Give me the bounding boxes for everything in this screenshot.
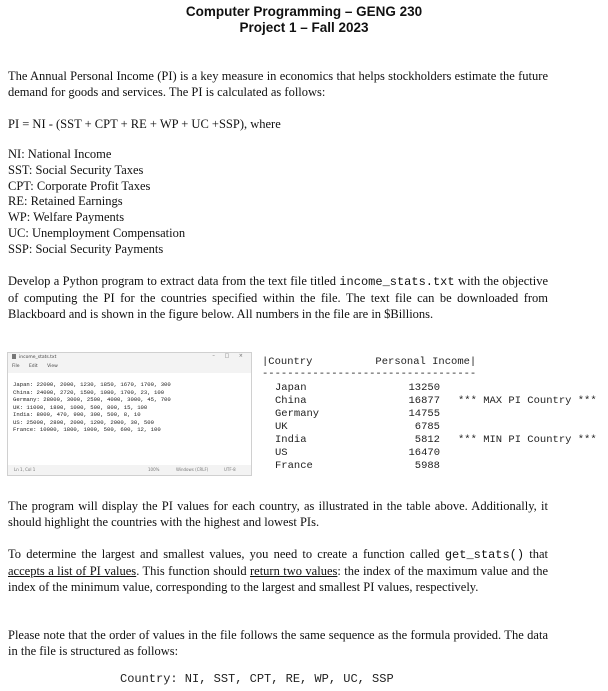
file-line: UK: 11000, 1800, 1000, 500, 800, 15, 100 <box>13 403 148 411</box>
row-value: 16877 <box>408 395 440 407</box>
row-country: India <box>275 434 307 446</box>
row-value: 5812 <box>414 434 440 446</box>
definition-re: RE: Retained Earnings <box>8 194 123 209</box>
status-position: Ln 1, Col 1 <box>14 467 36 472</box>
notepad-title: income_stats.txt <box>19 355 57 360</box>
row-value: 5988 <box>414 460 440 472</box>
function-name: get_stats() <box>444 548 525 562</box>
row-country: US <box>275 447 288 459</box>
underlined-returns: return two values <box>249 564 338 578</box>
document-subtitle: Project 1 – Fall 2023 <box>239 20 369 35</box>
pi-formula: PI = NI - (SST + CPT + RE + WP + UC +SSP), where <box>8 117 281 131</box>
definitions-list <box>8 147 185 258</box>
document-title: Computer Programming – GENG 230 <box>185 4 423 19</box>
row-country: China <box>275 395 307 407</box>
notepad-icon <box>12 354 16 359</box>
definition-sst: SST: Social Security Taxes <box>8 162 144 177</box>
file-line: US: 25000, 2800, 2000, 1200, 2000, 30, 500 <box>13 418 154 426</box>
file-line: Japan: 22000, 2000, 1230, 1850, 1670, 1700, 300 <box>13 381 171 388</box>
row-country: Germany <box>275 408 320 420</box>
status-eol: Windows (CRLF) <box>176 467 209 472</box>
output-divider: ---------------------------------- <box>262 368 477 380</box>
file-line: India: 8000, 470, 900, 300, 500, 8, 10 <box>13 411 141 418</box>
row-value: 14755 <box>408 408 440 420</box>
definition-uc: UC: Unemployment Compensation <box>8 225 186 240</box>
definition-wp: WP: Welfare Payments <box>8 210 125 225</box>
order-paragraph: Please note that the order of values in the file follows the same sequence as the formula provided. The data in the file is structured as follows: <box>8 628 548 658</box>
display-paragraph: The program will display the PI values for each country, as illustrated in the table above. Additionally, it should highlight the countries with the highest and lowest PIs. <box>8 499 548 529</box>
file-line: France: 10000, 1800, 1000, 500, 600, 12, 100 <box>13 426 161 433</box>
develop-paragraph: Develop a Python program to extract data from the text file titled income_stats.txt with the objective of computing the PI for the countries specified within the file. The text file can be downloaded from Blackboard and is shown in the figure below. All numbers in the file are in $Billions. <box>8 274 549 321</box>
filename: income_stats.txt <box>339 275 455 289</box>
notepad-statusbar <box>8 465 251 475</box>
menu-view: View <box>47 364 58 369</box>
row-value: 16470 <box>408 447 440 459</box>
row-country: UK <box>275 421 288 433</box>
definition-cpt: CPT: Corporate Profit Taxes <box>8 178 151 193</box>
row-country: Japan <box>275 382 307 394</box>
definition-ni: NI: National Income <box>8 147 112 161</box>
row-value: 13250 <box>408 382 440 394</box>
menu-edit: Edit <box>28 364 38 369</box>
status-encoding: UTF-8 <box>224 467 236 472</box>
row-flag: *** MAX PI Country *** <box>458 395 597 407</box>
notepad-menu <box>8 363 251 371</box>
output-header: |Country Personal Income| <box>262 356 477 368</box>
definition-ssp: SSP: Social Security Payments <box>8 241 164 256</box>
underlined-accepts: accepts a list of PI values <box>8 564 137 578</box>
format-line: Country: NI, SST, CPT, RE, WP, UC, SSP <box>120 672 394 686</box>
status-zoom: 100% <box>148 467 160 472</box>
get-stats-paragraph: To determine the largest and smallest values, you need to create a function called get_stats() that accepts a list of PI values. This function should return two values: the index of the maximum value and the index of the minimum value, corresponding to the largest and smallest PI values, respectively. <box>8 547 548 594</box>
row-flag: *** MIN PI Country *** <box>458 434 597 446</box>
row-country: France <box>275 460 313 472</box>
file-line: Germany: 28000, 3000, 2500, 4000, 3000, 45, 700 <box>13 396 171 403</box>
menu-file: File <box>12 364 20 369</box>
notepad-screenshot <box>7 352 252 476</box>
window-controls-icon: – □ × <box>212 353 247 359</box>
notepad-body <box>8 373 251 465</box>
intro-paragraph: The Annual Personal Income (PI) is a key measure in economics that helps stockholders estimate the future demand for goods and services. The PI is calculated as follows: <box>8 69 548 99</box>
row-value: 6785 <box>414 421 440 433</box>
file-line: China: 24000, 2720, 1500, 1080, 1700, 23, 100 <box>13 388 165 396</box>
